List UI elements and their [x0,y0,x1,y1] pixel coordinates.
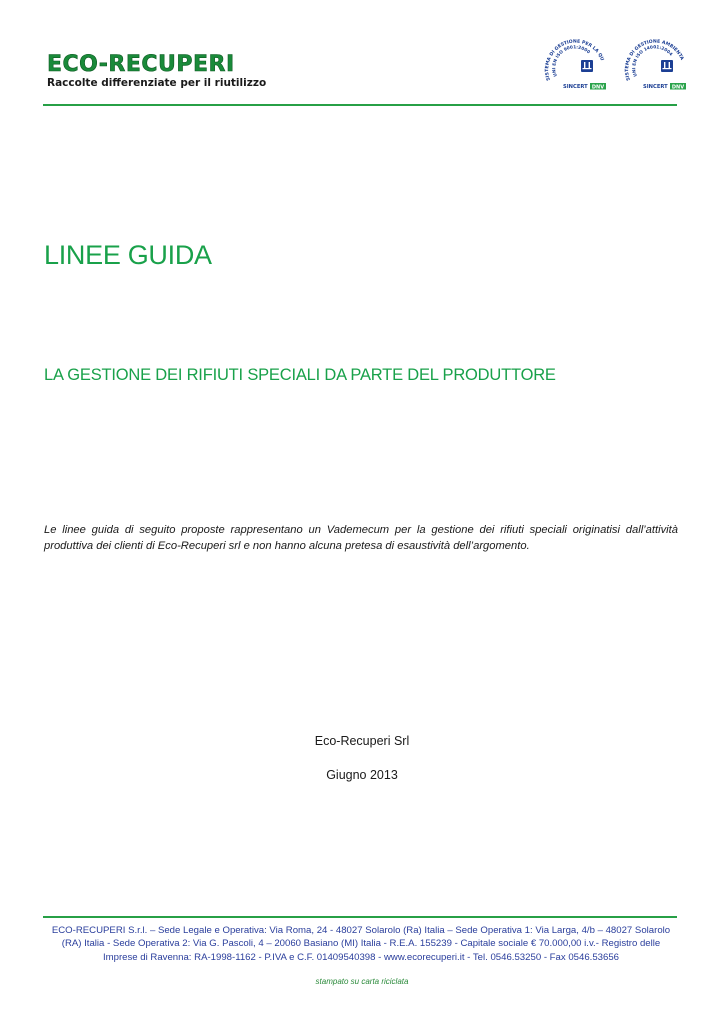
document-date: Giugno 2013 [326,768,398,782]
logo-subtitle: Raccolte differenziate per il riutilizzo [47,77,267,89]
cert-standard: UNI EN ISO 9001:2000 [552,45,591,78]
logo-title: ECO-RECUPERI [47,52,235,77]
anchor-icon [661,60,673,72]
footer-line: (RA) Italia - Sede Operativa 2: Via G. Pascoli, 4 – 20060 Basiano (MI) Italia - R.E.A. 155239 - Capitale sociale € 70.000,00 i.v.- Registro delle [61,938,661,950]
anchor-icon [581,60,593,72]
printed-note: stampato su carta riciclata [315,977,409,986]
document-title: LINEE GUIDA [44,240,212,270]
iso-9001-certification-seal [541,30,609,92]
iso-14001-certification-seal [621,30,689,92]
svg-text:SISTEMA DI GESTIONE PER LA QUA [541,30,605,81]
cert-brand-right: DNV [591,84,605,91]
cert-brand-left: SINCERT [643,84,668,90]
footer-divider [43,916,677,918]
cert-standard: UNI EN ISO 14001:2004 [632,45,673,78]
cert-brand-right: DNV [671,84,685,91]
header-divider [43,104,677,106]
intro-paragraph: Le linee guida di seguito proposte rappresentano un Vademecum per la gestione dei rifiuti speciali originatisi dall’attività produttiva dei clienti di Eco-Recuperi srl e non hanno alcuna pretesa di esaustività dell’argomento. [44,524,678,552]
footer-line: Imprese di Ravenna: RA-1998-1162 - P.IVA e C.F. 01409540398 - www.ecorecuperi.it - Tel. 0546.53250 - Fax 0546.53656 [102,951,620,963]
footer-line: ECO-RECUPERI S.r.l. – Sede Legale e Operativa: Via Roma, 24 - 48027 Solarolo (Ra) Italia – Sede Operativa 1: Via Larga, 4/b – 48027 Solarolo [51,925,671,936]
svg-text:SISTEMA DI GESTIONE AMBIENTALE [621,30,685,81]
cert-brand-left: SINCERT [563,84,588,90]
document-subtitle: LA GESTIONE DEI RIFIUTI SPECIALI DA PARTE DEL PRODUTTORE [44,366,556,384]
author-company: Eco-Recuperi Srl [314,734,410,748]
footer-company-info [44,924,678,964]
cert-ring-text: SISTEMA DI GESTIONE AMBIENTA [625,39,684,82]
company-logo [47,54,266,89]
cert-ring-text: SISTEMA DI GESTIONE PER LA QU [545,39,605,82]
